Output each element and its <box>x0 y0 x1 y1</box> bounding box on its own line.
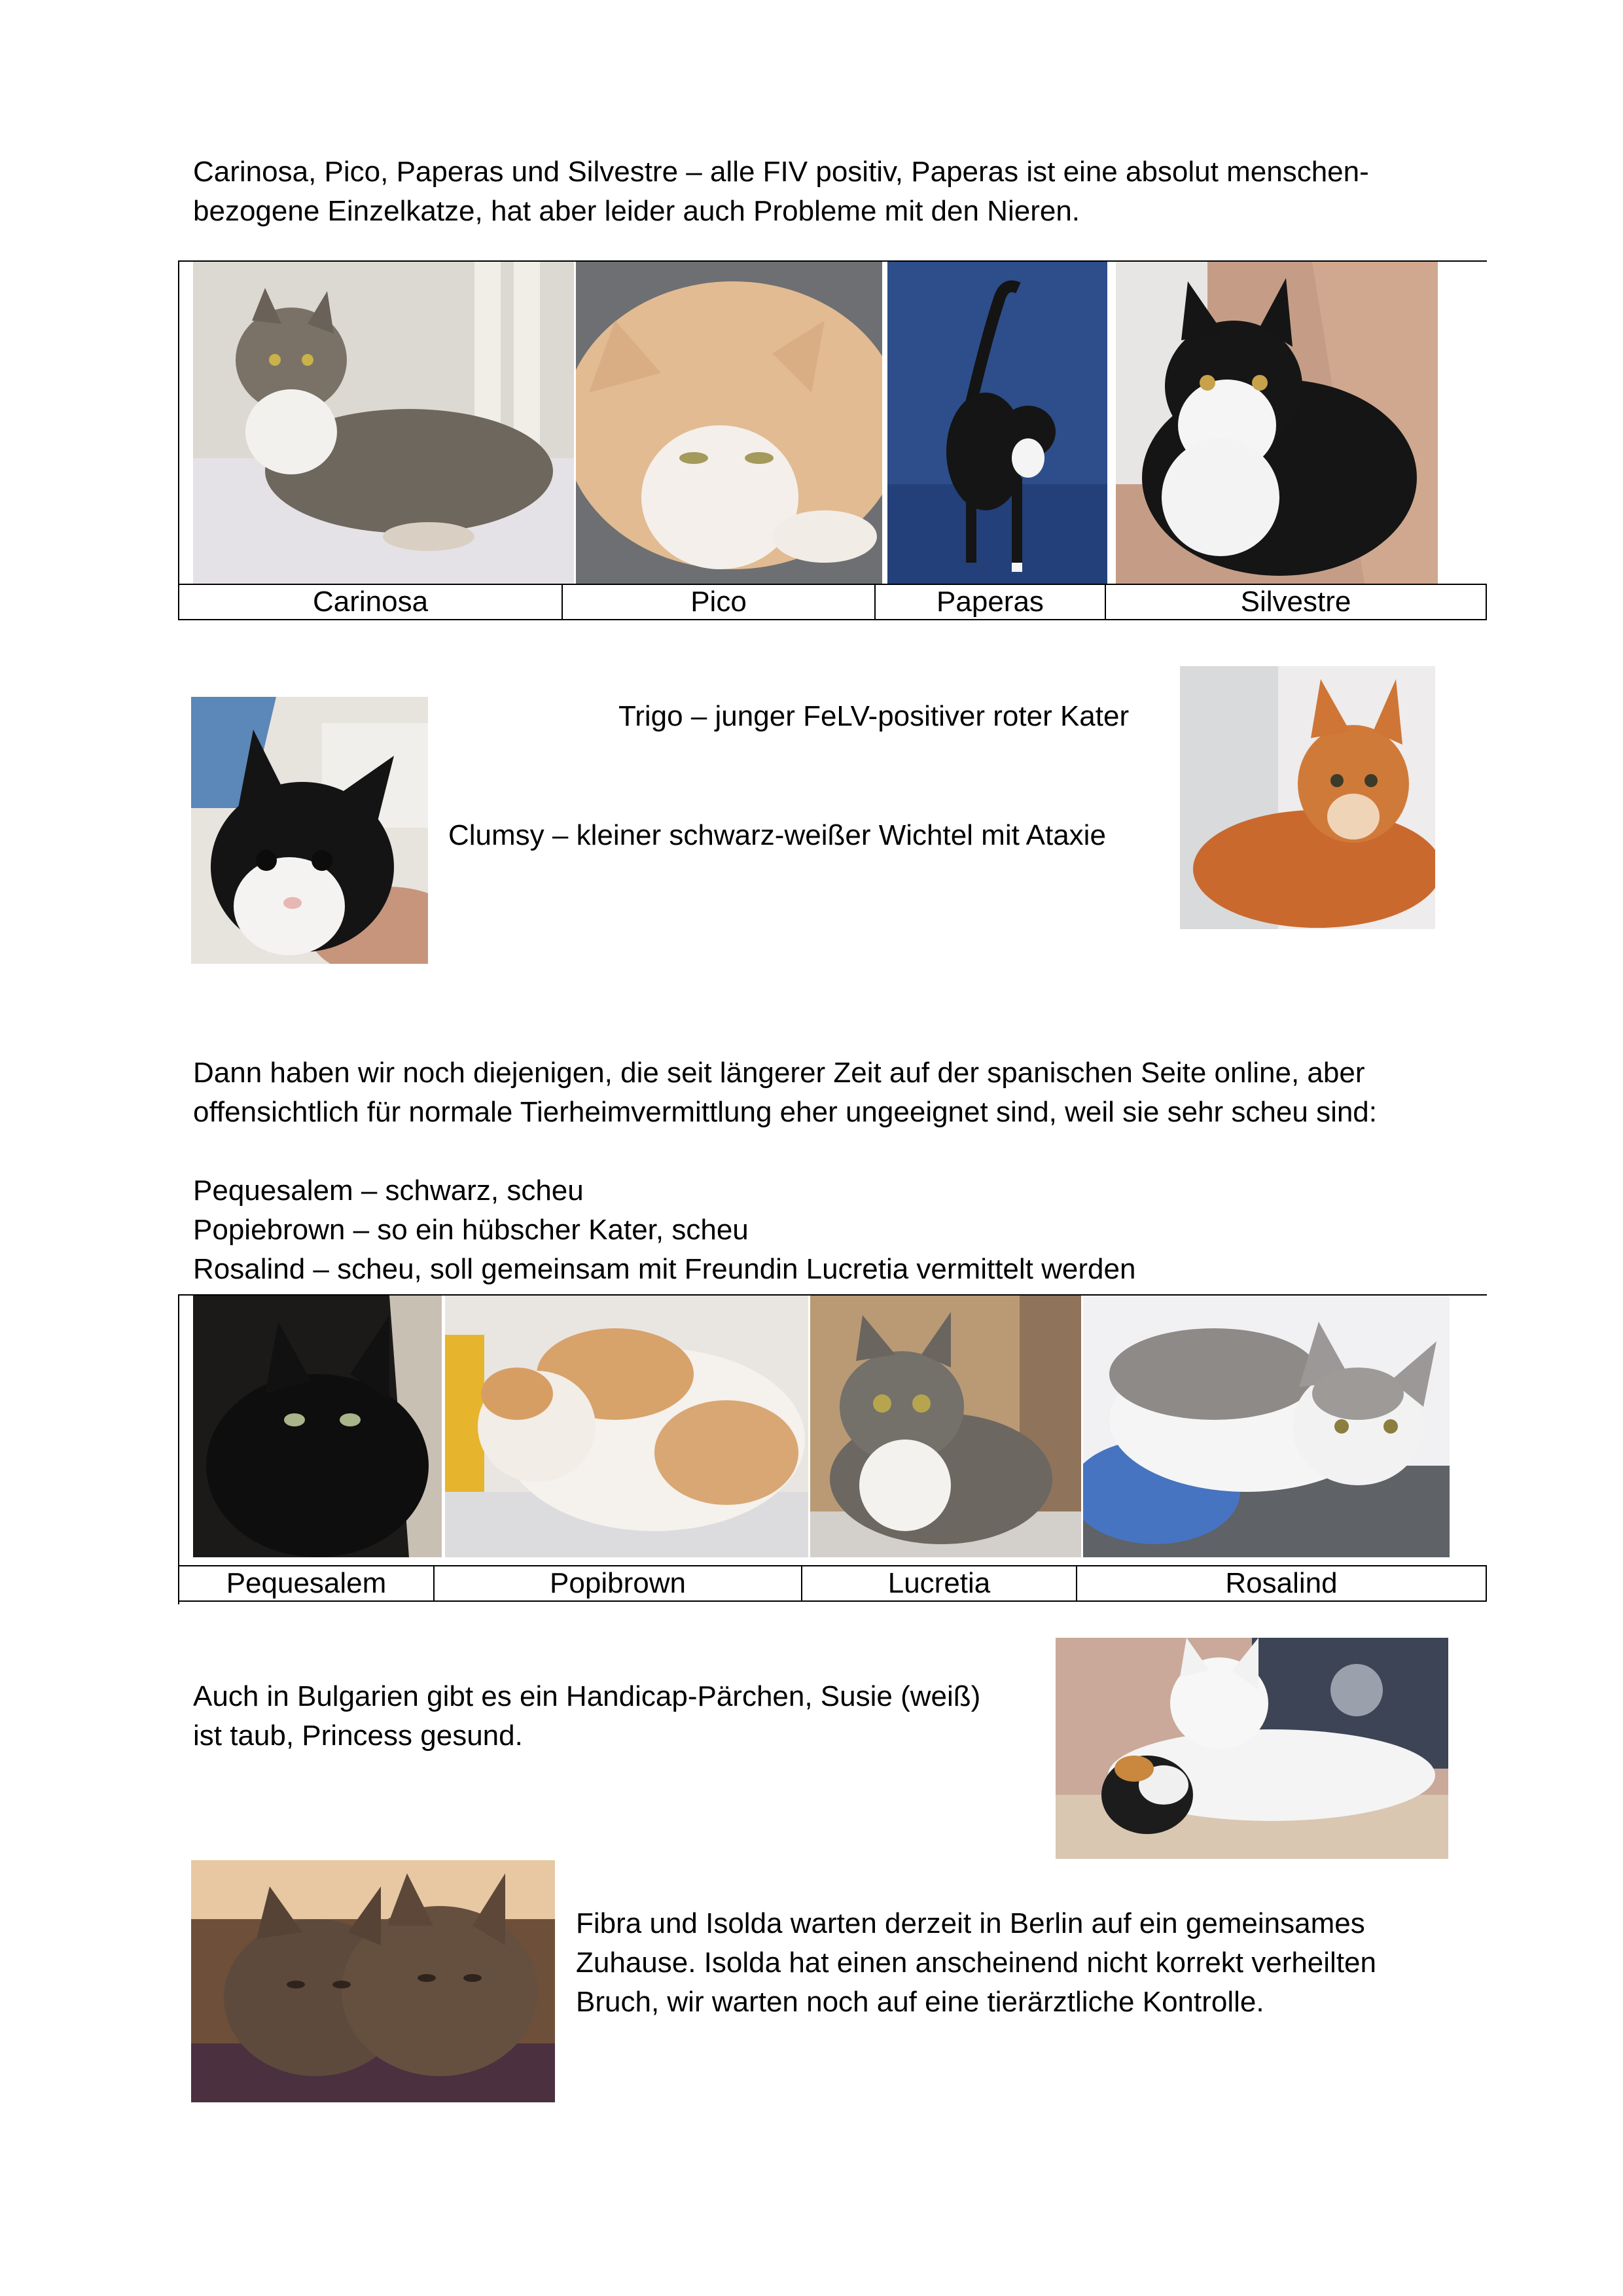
caption-silvestre: Silvestre <box>1240 586 1351 618</box>
shy-line-1: Dann haben wir noch diejenigen, die seit längerer Zeit auf der spanischen Seite online, aber <box>193 1057 1365 1089</box>
photo-fibra-isolda <box>191 1860 555 2102</box>
trigo-caption: Trigo – junger FeLV-positiver roter Kater <box>618 700 1130 732</box>
photo-silvestre <box>1116 262 1438 584</box>
intro-line-1: Carinosa, Pico, Paperas und Silvestre – alle FIV positiv, Paperas ist eine absolut menschen- <box>193 156 1369 188</box>
berlin-line-2: Zuhause. Isolda hat einen anscheinend nicht korrekt verheilten <box>576 1947 1376 1979</box>
intro-line-2: bezogene Einzelkatze, hat aber leider auch Probleme mit den Nieren. <box>193 195 1080 227</box>
caption-pequesalem: Pequesalem <box>179 1566 435 1600</box>
shy-item-pequesalem: Pequesalem – schwarz, scheu <box>193 1174 584 1207</box>
photo-paperas <box>887 262 1107 584</box>
photo-popibrown <box>445 1296 808 1557</box>
caption-rosalind: Rosalind <box>1225 1567 1338 1599</box>
caption-lucretia: Lucretia <box>802 1566 1077 1600</box>
caption-paperas: Paperas <box>876 585 1106 619</box>
berlin-line-3: Bruch, wir warten noch auf eine tierärztliche Kontrolle. <box>576 1986 1264 2018</box>
photo-lucretia <box>810 1296 1081 1557</box>
shy-line-2: offensichtlich für normale Tierheimvermittlung eher ungeeignet sind, weil sie sehr scheu sind: <box>193 1096 1378 1128</box>
photo-carinosa <box>193 262 574 584</box>
shy-item-rosalind: Rosalind – scheu, soll gemeinsam mit Freundin Lucretia vermittelt werden <box>193 1253 1136 1285</box>
photo-rosalind <box>1083 1296 1450 1557</box>
shy-item-popiebrown: Popiebrown – so ein hübscher Kater, scheu <box>193 1214 749 1246</box>
table1-left-border <box>178 260 179 586</box>
photo-pico <box>576 262 882 584</box>
caption-pico: Pico <box>563 585 876 619</box>
table2-caption-row <box>178 1565 1487 1602</box>
photo-pequesalem <box>193 1296 442 1557</box>
bulgaria-line-1: Auch in Bulgarien gibt es ein Handicap-Pärchen, Susie (weiß) <box>193 1680 981 1712</box>
clumsy-caption: Clumsy – kleiner schwarz-weißer Wichtel mit Ataxie <box>448 819 1106 851</box>
table2-left-border <box>178 1294 179 1604</box>
table1-caption-row <box>178 584 1487 620</box>
photo-clumsy <box>191 697 428 964</box>
photo-susie-princess <box>1056 1638 1448 1859</box>
caption-popibrown: Popibrown <box>435 1566 802 1600</box>
bulgaria-line-2: ist taub, Princess gesund. <box>193 1720 523 1752</box>
berlin-line-1: Fibra und Isolda warten derzeit in Berlin auf ein gemeinsames <box>576 1907 1365 1939</box>
photo-trigo <box>1180 666 1435 929</box>
caption-carinosa: Carinosa <box>179 585 563 619</box>
